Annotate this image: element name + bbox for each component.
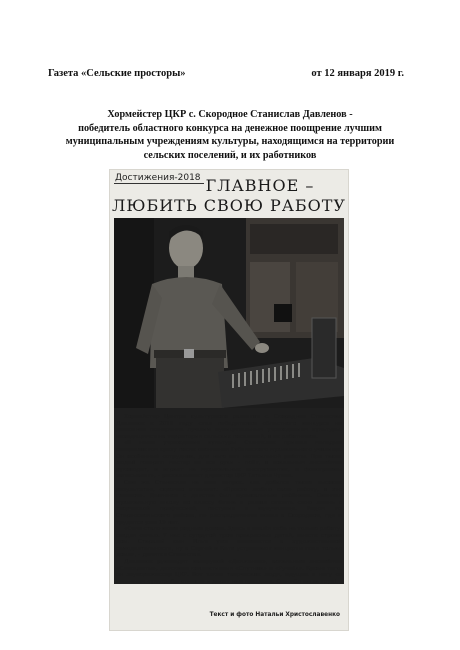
newspaper-clipping: [110, 170, 348, 630]
rubric-label: Достижения-2018: [114, 173, 204, 184]
article-body: [116, 414, 342, 585]
article-paragraph: Давленов руководит хвеврупой «Движение», вокальным ансамблем «Самоцветы», детскими коллективами «Спутник» и «Ручеёк». Кроме того, он звукорежиссер ЦКР. Вот такие творческие люди, идущие в ногу со временем «ультрабоготники» и дарят нам праздник. Спасибо им за труд!: [116, 559, 342, 585]
photo-credit: Текст и фото Натальи Христославенко: [209, 612, 340, 618]
portrait-photo-illustration: [114, 218, 344, 408]
newspaper-name: Газета «Сельские просторы»: [48, 68, 186, 79]
headline-line: Хормейстер ЦКР с. Скородное Станислав Давленов -: [107, 109, 353, 120]
article-paragraph: «В наше учреждение культуры Станислав пришел молодым специалистом сразу после окончания Губкинского музыкального училища. Он особенный сотрудник, для него нет непосильной работы. Про таких людей говорят: мастер на все руки – поёт, и вокальным ансамблем руководит, и играет на музыкальных инструментах, и фонограммы записывает», – рассказывает директор ЦКР Татьяна Чуева.: [116, 440, 342, 480]
headline-line: победитель областного конкурса на денежное поощрение лучшим: [78, 122, 382, 134]
publication-date: от 12 января 2019 г.: [311, 68, 404, 79]
headline-line: сельских поселений, и их работников: [143, 149, 317, 161]
article-title-line: ЛЮБИТЬ СВОЮ РАБОТУ: [112, 196, 346, 215]
article-title-line: ГЛАВНОЕ –: [205, 176, 315, 195]
headline-line: муниципальным учреждениям культуры, находящимся на территории: [65, 136, 395, 148]
article-paragraph: «Село стало моим родным домом. Здесь я нашёл себе не только работу, создал семью. У нас с супругой трое прекрасных детей, вместе строим дом. Старший сын Илья уже занимается в художественной самодеятельности, ну а Сергей и Катя устраивают концерты пока только дома», – делится Станислав.: [116, 526, 342, 559]
article-paragraph: Хормейстер Центра культурного развития с. Скородное Станислав Давленов в 2018 году стал победителем областного конкурса на денежное поощрение лучшим муниципальным учреждениям культуры, находящимся на территории сельских поселений, и их работников.: [116, 414, 342, 440]
page-headline: [52, 108, 408, 162]
article-paragraph: Сам же Станислав на наш вопрос, как добился таких высоких результатов, скромно отвечает: «Просто люблю свою работу, и это главное». Давленов с детства был музыкальным ребёнком. Окончил музыкальную школу по классу баяна и решил связать свою жизнь с творческой профессией, поступив в музучилище. Родом из Старооскольского района, по распределению попал в Скородное, где и трудится уже 19 лет.: [116, 479, 342, 526]
